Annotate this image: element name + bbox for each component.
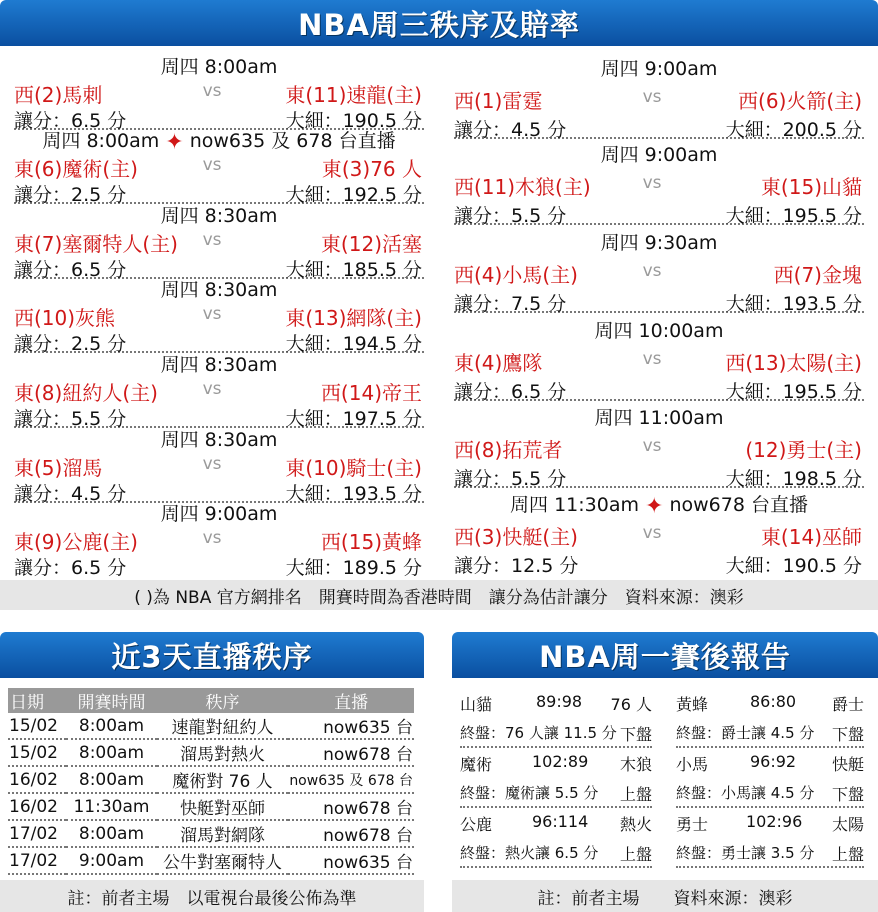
game-time: 周四 8:30am [160,354,278,376]
home-team: (12)勇士(主) [745,438,862,462]
spread: 讓分：6.5 分 [14,110,127,132]
away-team: 西(4)小馬(主) [454,263,578,287]
result: 終盤：爵士讓 4.5 分 [676,724,815,742]
table-row [8,820,414,847]
away-team: 西(11)木狼(主) [454,175,591,199]
cell-time: 9:00am [66,847,156,874]
away-team: 西(8)拓荒者 [454,438,563,462]
game-time: 周四 8:00am [160,56,278,78]
result: 終盤：魔術讓 5.5 分 [460,784,599,802]
score: 89:98 [536,692,583,711]
home-team: 西(6)火箭(主) [738,89,862,113]
game-time: 周四 9:30am [600,232,718,254]
game-time: 周四 9:00am [160,503,278,525]
schedule-header-row [8,688,414,713]
schedule-footnote: 註：前者主場 以電視台最後公佈為準 [0,880,424,912]
home-team: 西(7)金塊 [773,263,862,287]
cell-date: 17/02 [8,820,66,847]
home-team: 西(13)太陽(主) [725,351,862,375]
away-team: 快艇 [831,755,864,774]
spread: 讓分：6.5 分 [14,557,127,579]
game-block [14,279,424,355]
away-team: 木狼 [619,755,652,774]
spread: 讓分：7.5 分 [454,293,567,315]
score: 86:80 [750,692,797,711]
vs-label: vs [202,155,222,175]
table-row [8,847,414,874]
report-score-row [460,748,652,778]
away-team: 東(7)塞爾特人(主) [14,232,178,256]
home-team: 東(10)騎士(主) [285,456,422,480]
report-score-row [676,808,864,838]
spread: 讓分：4.5 分 [454,119,567,141]
cell-time: 11:30am [66,793,156,820]
home-team: 東(11)速龍(主) [285,83,422,107]
result: 終盤：小馬讓 4.5 分 [676,784,815,802]
cell-date: 15/02 [8,739,66,766]
cell-channel: now678 台 [288,820,414,847]
total: 大細：198.5 分 [725,468,862,490]
home-team: 東(12)活塞 [320,232,422,256]
home-team: 西(14)帝王 [320,381,422,405]
report-result-row [676,718,864,748]
cell-channel: now678 台 [288,793,414,820]
home-team: 東(14)巫師 [760,525,862,549]
tv-icon: ✦ [165,130,184,155]
game-time-live [454,494,864,518]
table-row [8,793,414,820]
game-block [454,144,864,232]
away-team: 熱火 [619,815,652,834]
total: 大細：192.5 分 [285,184,422,206]
total: 大細：185.5 分 [285,259,422,281]
spread: 讓分：12.5 分 [454,555,579,577]
cell-match: 溜馬對熱火 [157,739,289,766]
game-block [454,58,864,146]
game-block [14,130,424,206]
vs-label: vs [202,454,222,474]
live-channel: now635 及 678 台直播 [189,130,396,152]
vs-label: vs [202,379,222,399]
total: 大細：190.5 分 [285,110,422,132]
outcome: 下盤 [619,725,652,744]
spread: 讓分：6.5 分 [454,381,567,403]
spread: 讓分：5.5 分 [454,205,567,227]
report-result-row [460,718,652,748]
main-title: NBA周三秩序及賠率 [298,7,580,42]
vs-label: vs [642,261,662,281]
home-team: 西(15)黃蜂 [320,530,422,554]
game-time: 周四 8:30am [160,279,278,301]
score: 96:114 [532,812,589,831]
home-team: 公鹿 [460,815,493,834]
game-time: 周四 11:30am [510,494,639,516]
cell-date: 15/02 [8,713,66,739]
cell-time: 8:00am [66,820,156,847]
game-time: 周四 10:00am [594,320,724,342]
outcome: 上盤 [831,845,864,864]
game-block [14,354,424,430]
cell-date: 17/02 [8,847,66,874]
schedule-banner [0,632,424,678]
cell-match: 快艇對巫師 [157,793,289,820]
cell-match: 公牛對塞爾特人 [157,847,289,874]
outcome: 下盤 [831,785,864,804]
cell-channel: now635 及 678 台 [288,766,414,793]
home-team: 小馬 [676,755,709,774]
left-games-column [14,56,424,579]
away-team: 76 人 [610,695,652,714]
total: 大細：195.5 分 [725,381,862,403]
game-block [454,232,864,320]
vs-label: vs [202,230,222,250]
right-games-column [454,58,864,578]
report-left [460,688,652,872]
away-team: 西(3)快艇(主) [454,525,578,549]
outcome: 下盤 [831,725,864,744]
away-team: 東(8)紐約人(主) [14,381,158,405]
vs-label: vs [642,523,662,543]
main-title-banner [0,0,878,46]
home-team: 東(3)76 人 [321,157,422,181]
score: 96:92 [750,752,797,771]
spread: 讓分：5.5 分 [454,468,567,490]
home-team: 勇士 [676,815,709,834]
game-time: 周四 11:00am [594,407,724,429]
cell-time: 8:00am [66,739,156,766]
away-team: 太陽 [831,815,864,834]
game-block [454,320,864,408]
away-team: 西(10)灰熊 [14,306,116,330]
col-time: 開賽時間 [66,688,156,713]
game-block [454,494,864,582]
game-block [14,205,424,281]
vs-label: vs [642,349,662,369]
outcome: 上盤 [619,785,652,804]
cell-time: 8:00am [66,713,156,739]
score: 102:89 [532,752,589,771]
report-result-row [460,778,652,808]
vs-label: vs [642,436,662,456]
report-result-row [676,838,864,868]
score: 102:96 [746,812,803,831]
spread: 讓分：6.5 分 [14,259,127,281]
away-team: 東(4)鷹隊 [454,351,543,375]
game-time: 周四 8:30am [160,205,278,227]
report-result-row [460,838,652,868]
vs-label: vs [642,87,662,107]
report-score-row [460,808,652,838]
away-team: 西(1)雷霆 [454,89,543,113]
game-block [14,56,424,132]
schedule-title: 近3天直播秩序 [111,639,313,674]
game-time: 周四 9:00am [600,144,718,166]
game-block [14,429,424,505]
outcome: 上盤 [619,845,652,864]
schedule-table [8,688,414,875]
cell-match: 速龍對紐約人 [157,713,289,739]
home-team: 東(13)網隊(主) [285,306,422,330]
col-date: 日期 [8,688,66,713]
table-row [8,739,414,766]
total: 大細：195.5 分 [725,205,862,227]
game-time: 周四 8:00am [42,130,160,152]
home-team: 魔術 [460,755,493,774]
cell-match: 魔術對 76 人 [157,766,289,793]
vs-label: vs [642,173,662,193]
cell-channel: now635 台 [288,713,414,739]
report-score-row [676,688,864,718]
spread: 讓分：2.5 分 [14,184,127,206]
away-team: 東(6)魔術(主) [14,157,138,181]
total: 大細：190.5 分 [725,555,862,577]
col-match: 秩序 [157,688,289,713]
vs-label: vs [202,304,222,324]
home-team: 黃蜂 [676,695,709,714]
cell-time: 8:00am [66,766,156,793]
cell-date: 16/02 [8,766,66,793]
spread: 讓分：4.5 分 [14,483,127,505]
col-channel: 直播 [288,688,414,713]
home-team: 東(15)山貓 [760,175,862,199]
table-row [8,766,414,793]
spread: 讓分：2.5 分 [14,333,127,355]
report-banner [452,632,878,678]
home-team: 山貓 [460,695,493,714]
game-time: 周四 9:00am [600,58,718,80]
away-team: 東(9)公鹿(主) [14,530,138,554]
report-footnote: 註：前者主場 資料來源：澳彩 [452,880,878,912]
vs-label: vs [202,528,222,548]
live-channel: now678 台直播 [669,494,808,516]
tv-icon: ✦ [645,494,664,519]
total: 大細：197.5 分 [285,408,422,430]
away-team: 爵士 [831,695,864,714]
report-score-row [676,748,864,778]
total: 大細：200.5 分 [725,119,862,141]
total: 大細：193.5 分 [285,483,422,505]
result: 終盤：76 人讓 11.5 分 [460,724,617,742]
report-score-row [460,688,652,718]
total: 大細：189.5 分 [285,557,422,579]
vs-label: vs [202,81,222,101]
cell-match: 溜馬對網隊 [157,820,289,847]
total: 大細：194.5 分 [285,333,422,355]
result: 終盤：熱火讓 6.5 分 [460,844,599,862]
cell-channel: now678 台 [288,739,414,766]
cell-channel: now635 台 [288,847,414,874]
away-team: 東(5)溜馬 [14,456,103,480]
result: 終盤：勇士讓 3.5 分 [676,844,815,862]
total: 大細：193.5 分 [725,293,862,315]
game-time-live [14,130,424,154]
cell-date: 16/02 [8,793,66,820]
spread: 讓分：5.5 分 [14,408,127,430]
report-title: NBA周一賽後報告 [539,639,791,674]
report-right [676,688,864,872]
game-block [454,407,864,495]
odds-footnote: ( )為 NBA 官方網排名 開賽時間為香港時間 讓分為估計讓分 資料來源：澳彩 [0,580,878,610]
game-time: 周四 8:30am [160,429,278,451]
away-team: 西(2)馬刺 [14,83,103,107]
report-result-row [676,778,864,808]
table-row [8,713,414,739]
game-block [14,503,424,579]
